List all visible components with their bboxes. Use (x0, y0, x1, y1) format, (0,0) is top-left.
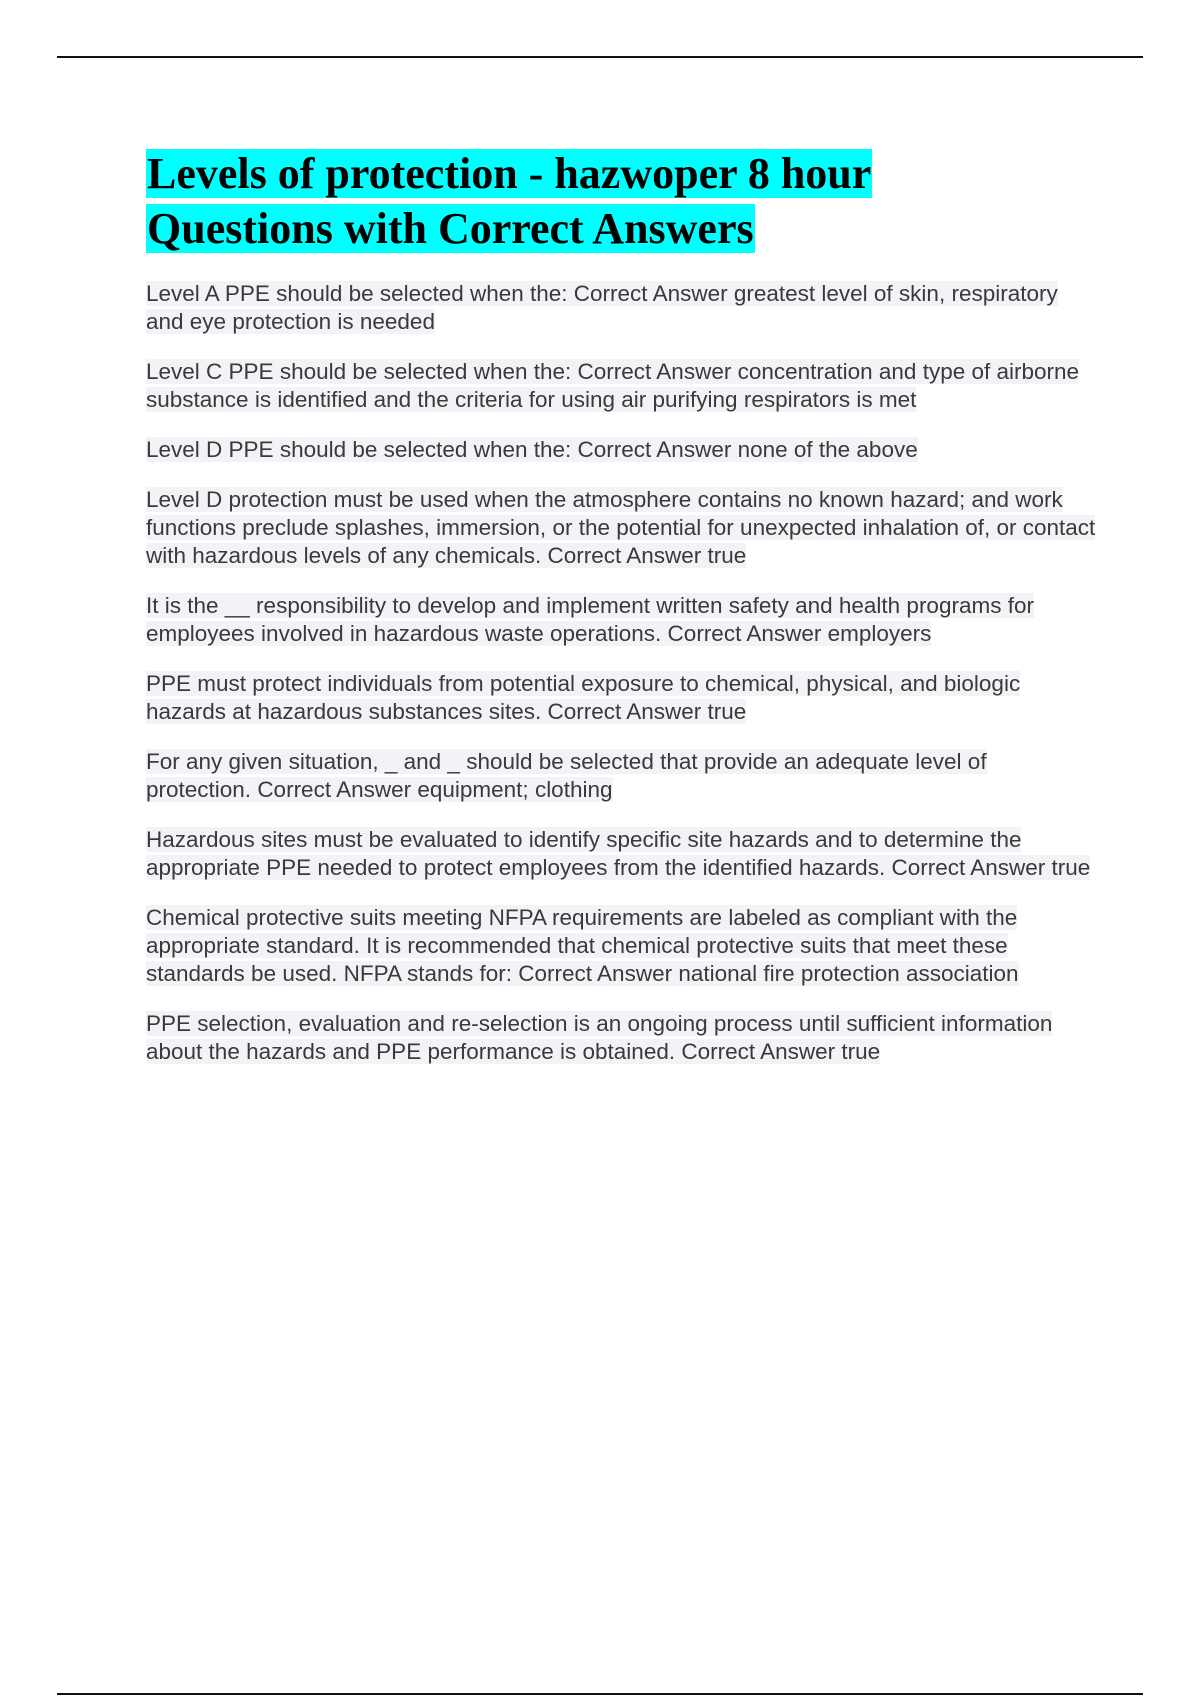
qa-item-5 (146, 592, 1096, 648)
top-rule (57, 56, 1143, 58)
qa-item-3 (146, 436, 1096, 464)
title-line-1: Levels of protection - hazwoper 8 hour (147, 149, 872, 198)
document-title (146, 146, 1096, 256)
qa-item-7 (146, 748, 1096, 804)
qa-item-text: Level A PPE should be selected when the: Correct Answer greatest level of skin, respiratory and eye protection is needed (146, 281, 1058, 334)
qa-item-6 (146, 670, 1096, 726)
qa-item-2 (146, 358, 1096, 414)
title-line-2: Questions with Correct Answers (147, 204, 754, 253)
qa-item-text: Level C PPE should be selected when the: Correct Answer concentration and type of airborne substance is identified and the criteria for using air purifying respirators is met (146, 359, 1080, 412)
qa-item-text: Level D PPE should be selected when the: Correct Answer none of the above (146, 437, 918, 462)
qa-item-4 (146, 486, 1096, 570)
qa-item-text: For any given situation, _ and _ should be selected that provide an adequate level of protection. Correct Answer equipment; clothing (146, 749, 987, 802)
qa-item-text: It is the __ responsibility to develop and implement written safety and health programs for employees involved in hazardous waste operations. Correct Answer employers (146, 593, 1034, 646)
qa-item-text: Level D protection must be used when the atmosphere contains no known hazard; and work functions preclude splashes, immersion, or the potential for unexpected inhalation of, or contact with hazardous levels of any chemicals. Correct Answer true (146, 487, 1096, 568)
qa-item-text: Hazardous sites must be evaluated to identify specific site hazards and to determine the appropriate PPE needed to protect employees from the identified hazards. Correct Answer true (146, 827, 1091, 880)
qa-item-text: PPE selection, evaluation and re-selection is an ongoing process until sufficient information about the hazards and PPE performance is obtained. Correct Answer true (146, 1011, 1053, 1064)
qa-item-10 (146, 1010, 1096, 1066)
qa-item-text: PPE must protect individuals from potential exposure to chemical, physical, and biologic hazards at hazardous substances sites. Correct Answer true (146, 671, 1021, 724)
qa-item-1 (146, 280, 1096, 336)
qa-item-8 (146, 826, 1096, 882)
qa-item-9 (146, 904, 1096, 988)
bottom-rule (57, 1693, 1143, 1695)
qa-item-text: Chemical protective suits meeting NFPA requirements are labeled as compliant with the appropriate standard. It is recommended that chemical protective suits that meet these standards be used. NFPA stands for: Correct Answer national fire protection association (146, 905, 1019, 986)
document-body (146, 146, 1096, 1088)
